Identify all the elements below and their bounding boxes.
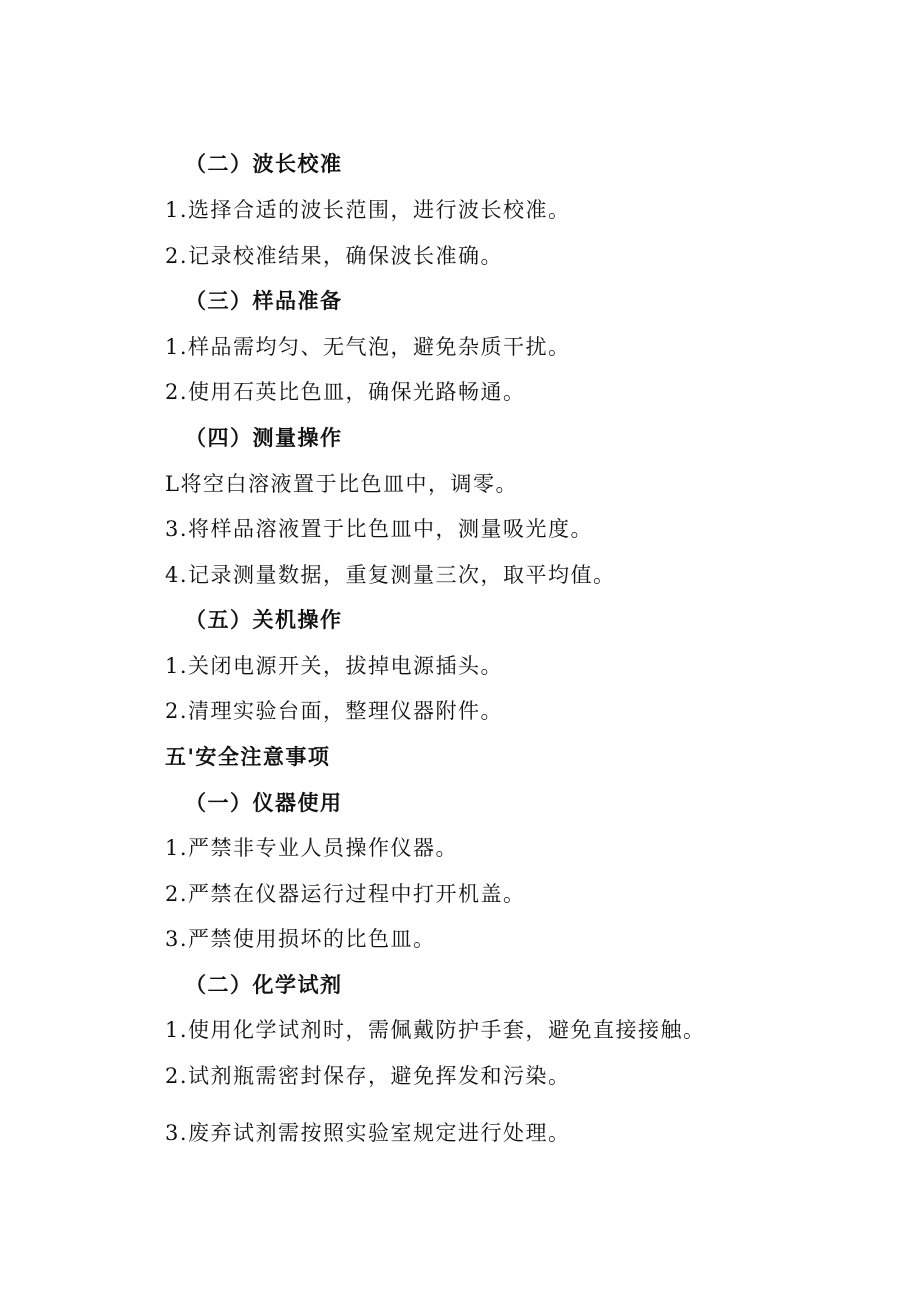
- item-text: .记录测量数据，重复测量三次，取平均值。: [179, 563, 616, 587]
- subheading-instrument-use: （一）仪器使用: [185, 791, 343, 815]
- item-text: .记录校准结果，确保波长准确。: [179, 244, 504, 268]
- item-text: .严禁使用损坏的比色皿。: [179, 927, 436, 951]
- list-item: [165, 652, 503, 680]
- list-item: [165, 1016, 706, 1044]
- item-number: 3: [165, 927, 180, 951]
- section-heading-safety: 五'安全注意事项: [165, 745, 331, 769]
- item-text: .废弃试剂需按照实验室规定进行处理。: [179, 1121, 571, 1145]
- list-item: [165, 925, 436, 953]
- list-item: [165, 1119, 571, 1147]
- item-text: .样品需均匀、无气泡，避免杂质干扰。: [179, 335, 571, 359]
- item-text: .严禁非专业人员操作仪器。: [179, 836, 459, 860]
- list-item: [165, 1062, 571, 1090]
- list-item: [165, 242, 503, 270]
- subheading-wavelength-calibration: （二）波长校准: [185, 152, 343, 176]
- item-text: .使用石英比色皿，确保光路畅通。: [179, 380, 526, 404]
- item-number: 2: [165, 699, 180, 723]
- list-item: [165, 333, 571, 361]
- subheading-measurement: （四）测量操作: [185, 426, 343, 450]
- list-item: [165, 561, 616, 589]
- item-number: 2: [165, 380, 180, 404]
- list-item: [165, 834, 458, 862]
- list-item: [165, 697, 503, 725]
- subheading-sample-preparation: （三）样品准备: [185, 289, 343, 313]
- subheading-chemical-reagents: （二）化学试剂: [185, 973, 343, 997]
- item-number: 2: [165, 1064, 180, 1088]
- item-number: 1: [165, 654, 180, 678]
- item-number: 3: [165, 517, 180, 541]
- item-text: .清理实验台面，整理仪器附件。: [179, 699, 504, 723]
- item-text: .使用化学试剂时，需佩戴防护手套，避免直接接触。: [179, 1018, 706, 1042]
- item-text: .关闭电源开关，拔掉电源插头。: [179, 654, 504, 678]
- item-number: 4: [165, 563, 180, 587]
- list-item: [165, 196, 571, 224]
- item-number: L: [165, 472, 181, 496]
- item-number: 3: [165, 1121, 180, 1145]
- item-number: 1: [165, 1018, 180, 1042]
- item-number: 1: [165, 836, 180, 860]
- list-item: [165, 515, 593, 543]
- item-text: .试剂瓶需密封保存，避免挥发和污染。: [179, 1064, 571, 1088]
- item-number: 1: [165, 335, 180, 359]
- item-text: .严禁在仪器运行过程中打开机盖。: [179, 882, 526, 906]
- item-number: 2: [165, 244, 180, 268]
- item-number: 2: [165, 882, 180, 906]
- list-item: [165, 470, 518, 498]
- list-item: [165, 378, 526, 406]
- item-text: 将空白溶液置于比色皿中，调零。: [180, 472, 518, 496]
- list-item: [165, 880, 526, 908]
- item-number: 1: [165, 198, 180, 222]
- item-text: .选择合适的波长范围，进行波长校准。: [179, 198, 571, 222]
- subheading-shutdown: （五）关机操作: [185, 608, 343, 632]
- item-text: .将样品溶液置于比色皿中，测量吸光度。: [179, 517, 594, 541]
